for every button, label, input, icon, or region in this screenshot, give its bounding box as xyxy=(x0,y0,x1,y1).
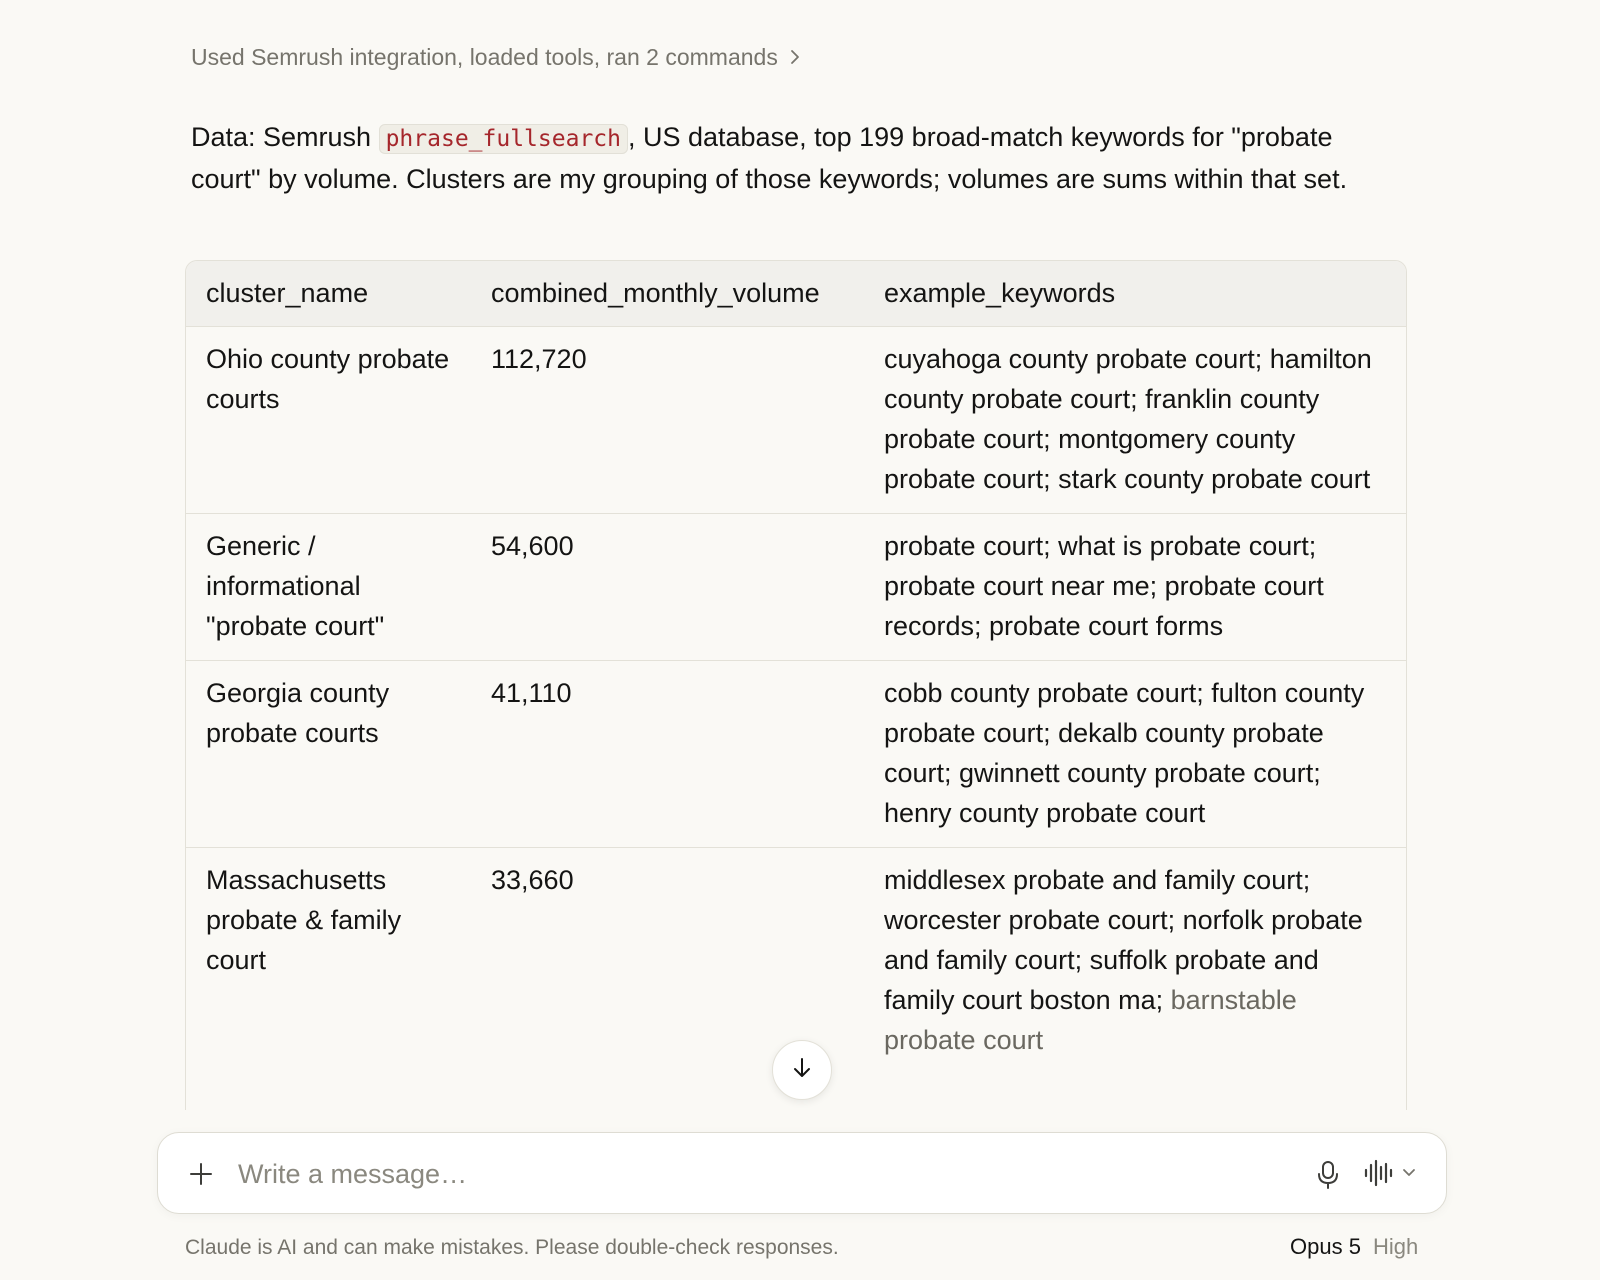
table-header-row xyxy=(186,261,1407,326)
cell-volume: 41,110 xyxy=(471,660,864,847)
cell-cluster-name: Massachusetts probate & family court xyxy=(206,864,402,975)
intro-prefix: Data: Semrush xyxy=(191,122,379,152)
intro-suffix: , US database, top 199 broad-match keywords for "probate court" by volume. Clusters are my grouping of those keywords; volumes are sums within that set. xyxy=(191,122,1348,194)
tool-summary-text: Used Semrush integration, loaded tools, ran 2 commands xyxy=(191,44,778,70)
voice-mode-button[interactable] xyxy=(1363,1155,1433,1195)
cell-example-keywords xyxy=(864,847,1407,1074)
table-row xyxy=(186,660,1407,847)
cell-volume: 54,600 xyxy=(471,513,864,660)
header-example-keywords: example_keywords xyxy=(864,261,1407,326)
message-composer xyxy=(157,1132,1447,1214)
scroll-to-bottom-button[interactable] xyxy=(772,1040,832,1100)
chevron-right-icon xyxy=(788,45,802,71)
cell-cluster-name: Ohio county probate courts xyxy=(186,326,471,513)
cell-volume: 112,720 xyxy=(471,326,864,513)
message-input[interactable] xyxy=(238,1149,1238,1199)
keywords-text-faded: barnstable probate court xyxy=(884,984,1297,1055)
table-row xyxy=(186,513,1407,660)
cell-volume: 33,660 xyxy=(491,864,574,895)
inline-code: phrase_fullsearch xyxy=(379,124,628,154)
tool-usage-summary[interactable] xyxy=(191,44,802,71)
plus-icon[interactable] xyxy=(184,1157,218,1191)
cell-cluster-name: Generic / informational "probate court" xyxy=(186,513,471,660)
cell-example-keywords: probate court; what is probate court; probate court near me; probate court records; probate court forms xyxy=(864,513,1407,660)
cell-example-keywords: cuyahoga county probate court; hamilton county probate court; franklin county probate court; montgomery county probate court; stark county probate court xyxy=(864,326,1407,513)
model-name: Opus 5 xyxy=(1290,1234,1361,1259)
microphone-icon[interactable] xyxy=(1308,1155,1348,1195)
keyword-cluster-table xyxy=(186,261,1407,1074)
header-cluster-name: cluster_name xyxy=(186,261,471,326)
model-selector[interactable] xyxy=(1290,1234,1418,1260)
intro-paragraph xyxy=(191,117,1391,199)
cell-example-keywords: cobb county probate court; fulton county probate court; dekalb county probate court; gwinnett county probate court; henry county probate court xyxy=(864,660,1407,847)
header-combined-monthly-volume: combined_monthly_volume xyxy=(471,261,864,326)
keywords-text: middlesex probate and family court; worcester probate court; norfolk probate and family court; suffolk probate and family court boston ma; xyxy=(884,864,1363,1015)
cell-cluster-name: Georgia county probate courts xyxy=(186,660,471,847)
model-effort: High xyxy=(1372,1234,1419,1259)
disclaimer-text: Claude is AI and can make mistakes. Please double-check responses. xyxy=(185,1236,839,1259)
voice-waveform-icon xyxy=(1363,1159,1393,1192)
arrow-down-icon xyxy=(789,1055,815,1086)
chevron-down-icon xyxy=(1401,1166,1417,1184)
keyword-cluster-table-container[interactable] xyxy=(185,260,1407,1110)
table-row xyxy=(186,326,1407,513)
